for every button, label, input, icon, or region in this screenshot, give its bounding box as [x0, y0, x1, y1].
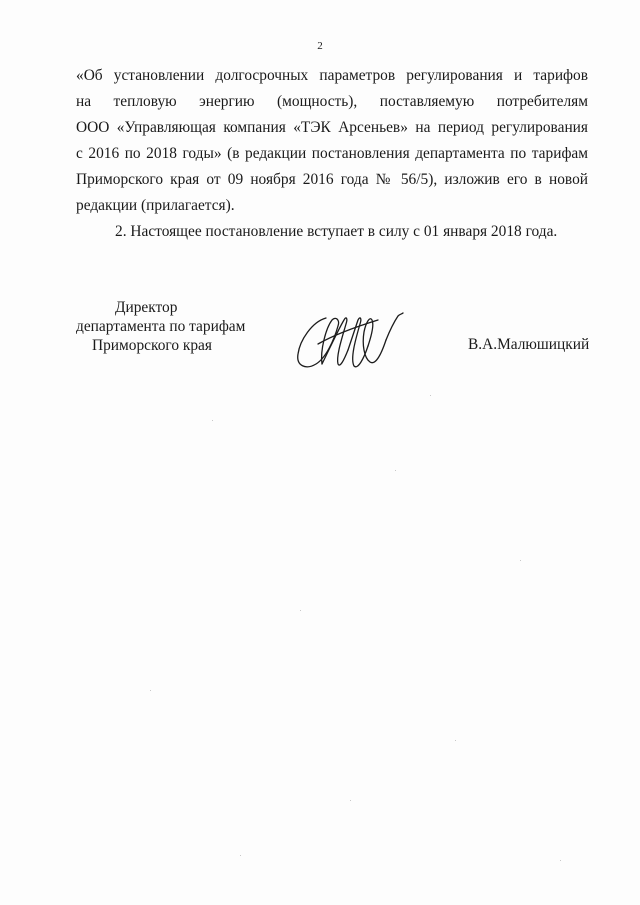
- paragraph-line: «Об установлении долгосрочных параметров регулирования и тарифов: [76, 67, 588, 84]
- page-number: 2: [317, 40, 323, 52]
- paragraph-line: ООО «Управляющая компания «ТЭК Арсеньев» на период регулирования: [76, 119, 588, 136]
- paragraph-line: редакции (прилагается).: [76, 197, 235, 214]
- item-2-effective-date: 2. Настоящее постановление вступает в силу с 01 января 2018 года.: [115, 223, 558, 240]
- paragraph-line: на тепловую энергию (мощность), поставляемую потребителям: [76, 93, 588, 110]
- signer-title-line-2: департамента по тарифам: [76, 318, 246, 335]
- paragraph-line: с 2016 по 2018 годы» (в редакции постановления департамента по тарифам: [76, 145, 588, 162]
- handwritten-signature: [292, 300, 404, 374]
- signer-name: В.А.Малюшицкий: [468, 336, 590, 353]
- paragraph-line: Приморского края от 09 ноября 2016 года № 56/5), изложив его в новой: [76, 171, 588, 188]
- signer-title-line-1: Директор: [115, 299, 178, 316]
- signer-title-line-3: Приморского края: [92, 337, 212, 354]
